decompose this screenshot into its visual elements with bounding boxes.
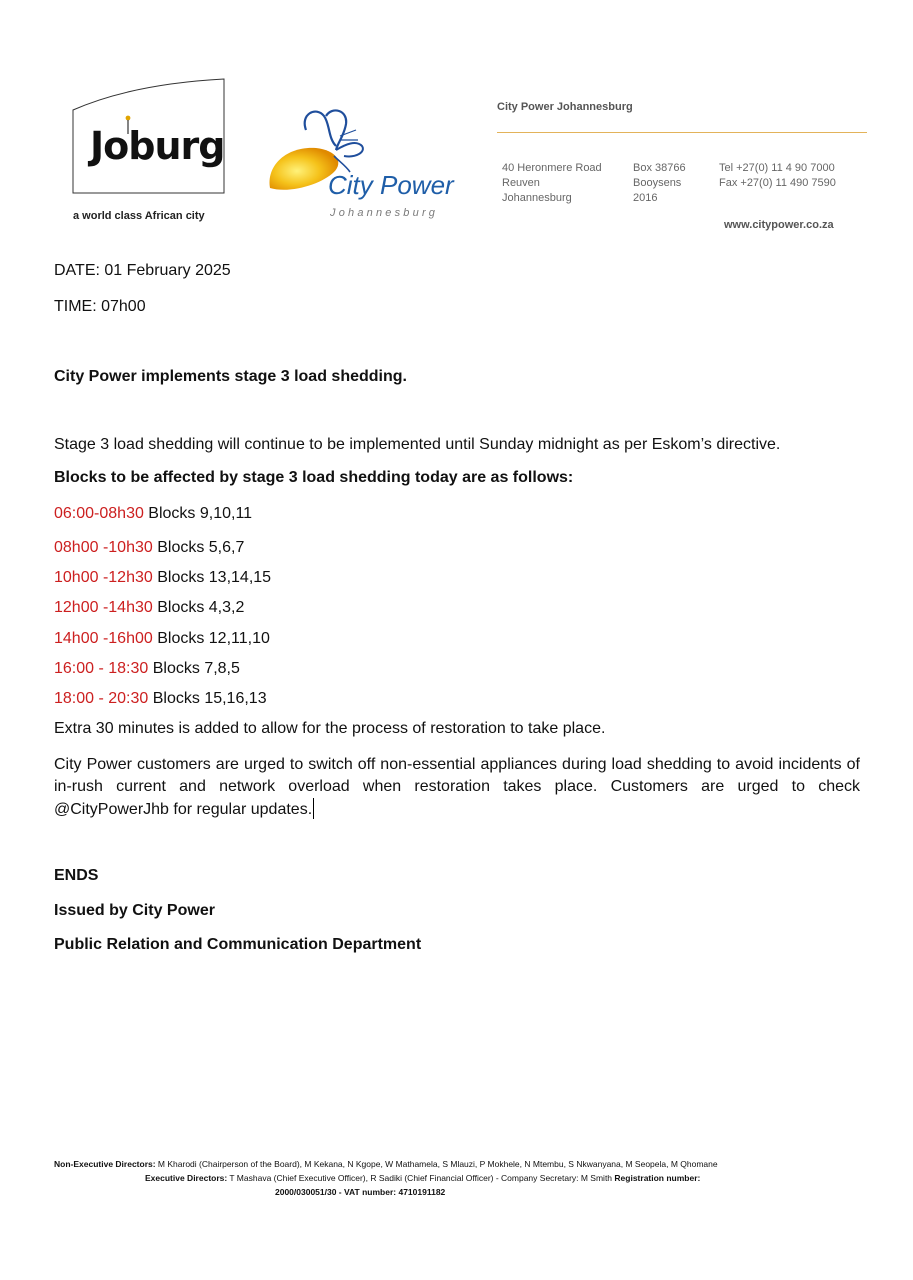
executive-directors (145, 1172, 700, 1185)
schedule-blocks: Blocks 12,11,10 (152, 630, 270, 647)
address-block (502, 161, 602, 206)
city-power-logo-subtitle: Johannesburg (330, 207, 439, 219)
schedule-item (54, 599, 244, 617)
intro-paragraph: Stage 3 load shedding will continue to be implemented until Sunday midnight as per Eskom’s directive. (54, 436, 781, 453)
schedule-time: 12h00 -14h30 (54, 599, 153, 616)
city-power-logo-name: City Power (328, 170, 454, 200)
address-line: 40 Heronmere Road (502, 162, 602, 174)
joburg-logo (72, 78, 225, 194)
schedule-item (54, 660, 240, 678)
non-executive-directors (54, 1158, 718, 1171)
address-line: Reuven (502, 177, 540, 189)
schedule-blocks: Blocks 9,10,11 (143, 505, 253, 522)
city-power-logo (266, 106, 476, 226)
postal-line: Box 38766 (633, 162, 686, 174)
company-name: City Power Johannesburg (497, 101, 633, 113)
joburg-logo-text: Joburg (90, 124, 225, 168)
non-exec-names: M Kharodi (Chairperson of the Board), M Kekana, N Kgope, W Mathamela, S Mlauzi, P Mokhele, N Mtembu, S Nkwanyana, M Seopela, M Qhomane (155, 1159, 718, 1169)
schedule-time: 16:00 - 18:30 (54, 660, 149, 677)
schedule-item (54, 690, 267, 708)
schedule-item (54, 630, 270, 648)
postal-line: 2016 (633, 192, 658, 204)
registration-label: Registration number: (614, 1173, 701, 1183)
joburg-tagline: a world class African city (73, 210, 205, 222)
schedule-item (54, 539, 244, 557)
release-date: DATE: 01 February 2025 (54, 262, 231, 279)
exec-label: Executive Directors: (145, 1173, 228, 1183)
schedule-time: 10h00 -12h30 (54, 569, 153, 586)
postal-block (633, 161, 686, 206)
registration-value: 2000/030051/30 - VAT number: 4710191182 (275, 1187, 446, 1197)
schedule-time: 18:00 - 20:30 (54, 690, 149, 707)
letterhead-divider (497, 132, 867, 133)
address-line: Johannesburg (502, 192, 572, 204)
website-link[interactable]: www.citypower.co.za (724, 219, 834, 231)
schedule-blocks: Blocks 7,8,5 (148, 660, 240, 677)
department-name: Public Relation and Communication Department (54, 936, 422, 953)
blocks-heading: Blocks to be affected by stage 3 load shedding today are as follows: (54, 469, 574, 486)
text-cursor (313, 798, 314, 819)
ends-marker: ENDS (54, 867, 99, 884)
schedule-blocks: Blocks 5,6,7 (152, 539, 245, 556)
non-exec-label: Non-Executive Directors: (54, 1159, 156, 1169)
headline: City Power implements stage 3 load shedding. (54, 368, 407, 385)
release-time: TIME: 07h00 (54, 298, 146, 315)
extra-time-note: Extra 30 minutes is added to allow for the process of restoration to take place. (54, 720, 606, 737)
issued-by: Issued by City Power (54, 902, 215, 919)
registration-number (275, 1186, 445, 1199)
schedule-blocks: Blocks 15,16,13 (148, 690, 267, 707)
schedule-blocks: Blocks 13,14,15 (152, 569, 272, 586)
schedule-time: 08h00 -10h30 (54, 539, 153, 556)
schedule-blocks: Blocks 4,3,2 (152, 599, 245, 616)
schedule-item (54, 505, 252, 523)
schedule-time: 06:00-08h30 (54, 505, 144, 522)
fax-line: Fax +27(0) 11 490 7590 (719, 177, 836, 189)
schedule-time: 14h00 -16h00 (54, 630, 153, 647)
phone-block (719, 161, 836, 191)
advice-paragraph[interactable] (54, 754, 860, 821)
schedule-item (54, 569, 271, 587)
advice-text: City Power customers are urged to switch off non-essential appliances during load shedding to avoid incidents of in-rush current and network overload when restoration takes place. Customers are urged to check @CityPowerJhb for regular updates. (54, 756, 860, 818)
exec-names: T Mashava (Chief Executive Officer), R Sadiki (Chief Financial Officer) - Company Secretary: M Smith (227, 1173, 615, 1183)
postal-line: Booysens (633, 177, 682, 189)
phone-line: Tel +27(0) 11 4 90 7000 (719, 162, 835, 174)
